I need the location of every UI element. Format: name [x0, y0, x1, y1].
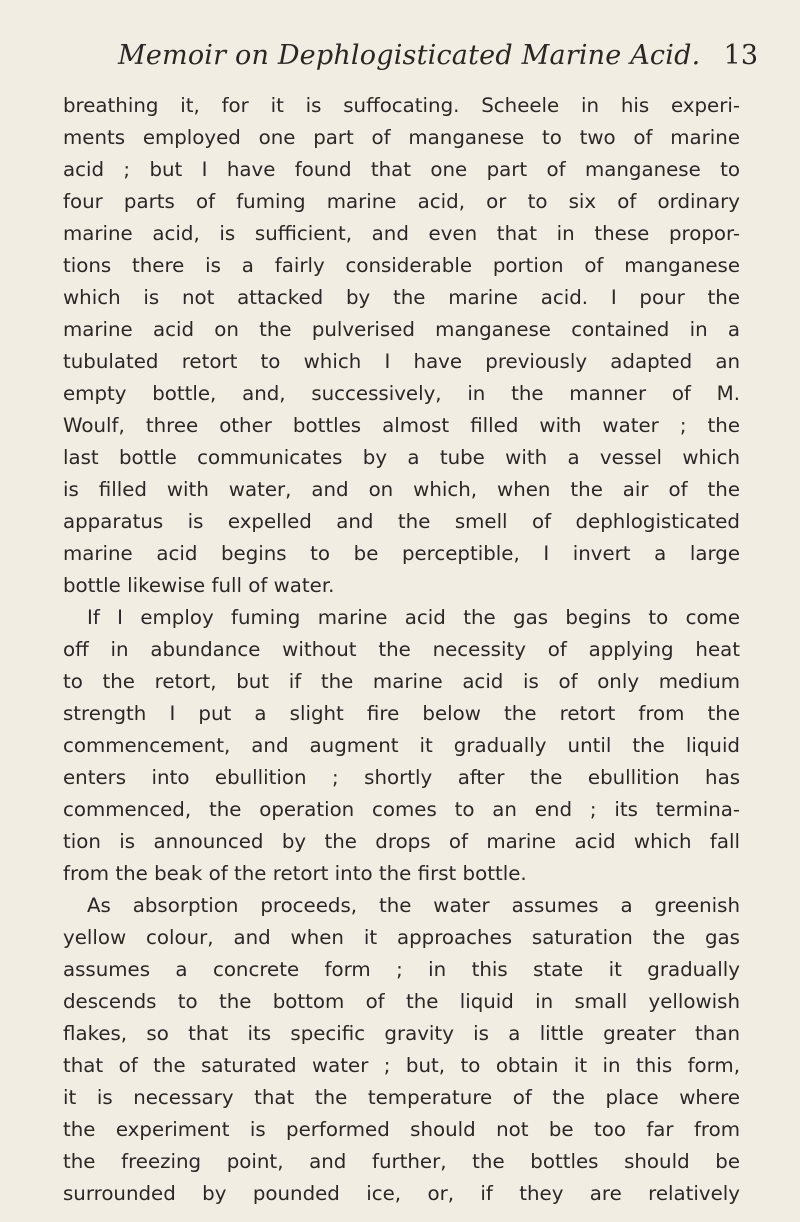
text-line: descends to the bottom of the liquid in small yellowish — [63, 990, 740, 1013]
text-line: yellow colour, and when it approaches saturation the gas — [63, 926, 740, 949]
text-line: enters into ebullition ; shortly after the ebullition has — [63, 766, 740, 789]
text-line: four parts of fuming marine acid, or to six of ordinary — [63, 190, 740, 213]
text-line: that of the saturated water ; but, to obtain it in this form, — [63, 1054, 740, 1077]
text-line: marine acid, is sufficient, and even that in these propor- — [63, 222, 740, 245]
text-line: commencement, and augment it gradually until the liquid — [63, 734, 740, 757]
text-line: to the retort, but if the marine acid is of only medium — [63, 670, 740, 693]
text-line: tion is announced by the drops of marine acid which fall — [63, 830, 740, 853]
text-line: which is not attacked by the marine acid. I pour the — [63, 286, 740, 309]
text-line: from the beak of the retort into the first bottle. — [63, 862, 527, 885]
text-line: empty bottle, and, successively, in the manner of M. — [63, 382, 740, 405]
text-line: is filled with water, and on which, when the air of the — [63, 478, 740, 501]
text-line: tubulated retort to which I have previously adapted an — [63, 350, 740, 373]
text-line: marine acid on the pulverised manganese contained in a — [63, 318, 740, 341]
text-line: last bottle communicates by a tube with a vessel which — [63, 446, 740, 469]
text-line: If I employ fuming marine acid the gas begins to come — [87, 606, 740, 629]
text-line: the experiment is performed should not be too far from — [63, 1118, 740, 1141]
text-line: ments employed one part of manganese to two of marine — [63, 126, 740, 149]
page-number: 13 — [723, 40, 758, 71]
body-text — [63, 90, 740, 1210]
text-line: the freezing point, and further, the bottles should be — [63, 1150, 740, 1173]
text-line: As absorption proceeds, the water assumes a greenish — [87, 894, 740, 917]
text-line: off in abundance without the necessity of applying heat — [63, 638, 740, 661]
text-line: bottle likewise full of water. — [63, 574, 335, 597]
text-line: acid ; but I have found that one part of manganese to — [63, 158, 740, 181]
text-line: flakes, so that its specific gravity is a little greater than — [63, 1022, 740, 1045]
running-head — [118, 40, 758, 84]
text-line: surrounded by pounded ice, or, if they are relatively — [63, 1182, 740, 1205]
text-line: commenced, the operation comes to an end ; its termina- — [63, 798, 740, 821]
text-line: marine acid begins to be perceptible, I invert a large — [63, 542, 740, 565]
text-line: tions there is a fairly considerable portion of manganese — [63, 254, 740, 277]
text-line: breathing it, for it is suffocating. Scheele in his experi- — [63, 94, 740, 117]
text-line: it is necessary that the temperature of the place where — [63, 1086, 740, 1109]
text-line: apparatus is expelled and the smell of dephlogisticated — [63, 510, 740, 533]
text-line: Woulf, three other bottles almost filled with water ; the — [63, 414, 740, 437]
text-line: strength I put a slight fire below the retort from the — [63, 702, 740, 725]
text-line: assumes a concrete form ; in this state it gradually — [63, 958, 740, 981]
running-title: Memoir on Dephlogisticated Marine Acid. — [118, 40, 701, 71]
